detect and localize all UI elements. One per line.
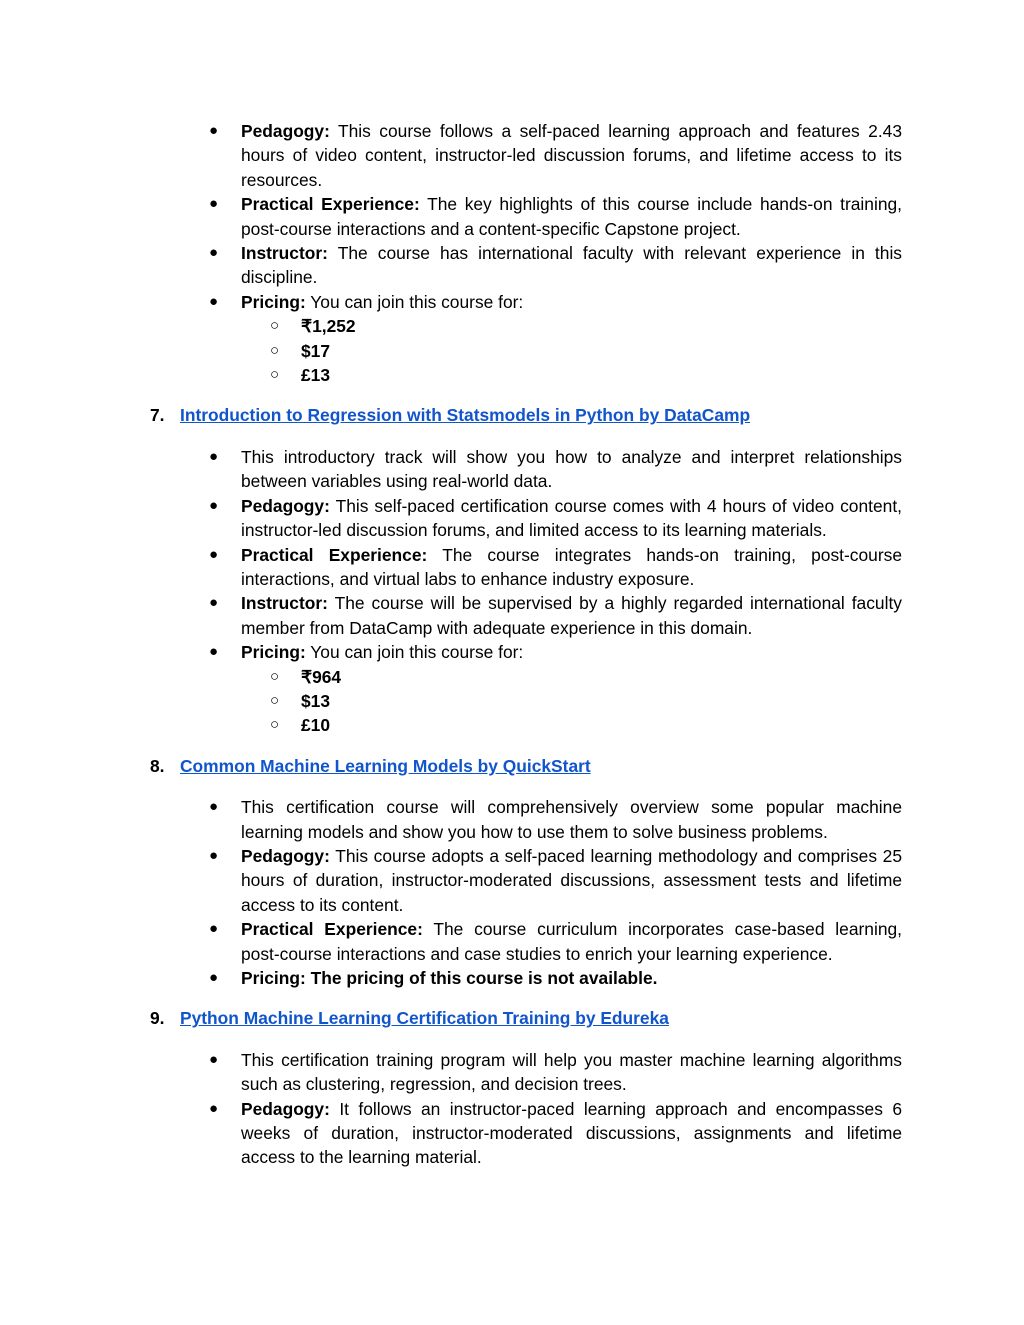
item-label: Instructor: — [241, 593, 328, 614]
bullet-icon: ● — [209, 920, 219, 938]
course-9-heading — [150, 1006, 902, 1030]
price-item — [150, 689, 902, 713]
item-label: Pedagogy: — [241, 845, 330, 866]
price-item — [150, 665, 902, 689]
circle-bullet-icon: ○ — [270, 716, 280, 734]
list-item — [150, 494, 902, 543]
list-item — [150, 795, 902, 844]
price-value: ₹964 — [301, 666, 342, 687]
list-item — [150, 290, 902, 314]
item-text: This certification course will comprehensively overview some popular machine learning models and show you how to use them to solve business problems. — [241, 797, 902, 842]
bullet-icon: ● — [209, 195, 219, 213]
list-item — [150, 445, 902, 494]
item-text: The key highlights of this course include hands-on training, post-course interactions and a content-specific Capstone project. — [241, 194, 902, 239]
circle-bullet-icon: ○ — [270, 691, 280, 709]
item-label: Practical Experience: — [241, 919, 423, 940]
bullet-icon: ● — [209, 969, 219, 986]
list-item — [150, 192, 902, 241]
bullet-icon: ● — [209, 447, 219, 465]
bullet-icon: ● — [209, 244, 219, 262]
item-text: The course will be supervised by a highly regarded international faculty member from DataCamp with adequate experience in this domain. — [241, 593, 902, 638]
bullet-icon: ● — [209, 846, 219, 864]
document-body — [150, 119, 902, 1170]
bullet-icon: ● — [209, 1099, 219, 1117]
heading-number: 7. — [150, 405, 165, 426]
circle-bullet-icon: ○ — [270, 341, 280, 359]
item-text: This course follows a self-paced learning approach and features 2.43 hours of video content, instructor-led discussion forums, and lifetime access to its resources. — [241, 121, 902, 190]
bullet-icon: ● — [209, 798, 219, 816]
list-item — [150, 917, 902, 966]
item-text: The course integrates hands-on training, post-course interactions, and virtual labs to enhance industry exposure. — [241, 544, 902, 589]
item-text: This self-paced certification course comes with 4 hours of video content, instructor-led discussion forums, and limited access to its learning materials. — [241, 495, 902, 541]
list-item — [150, 241, 902, 290]
item-text: This certification training program will help you master machine learning algorithms such as clustering, regression, and decision trees. — [241, 1049, 902, 1095]
item-label: Pedagogy: — [241, 121, 330, 141]
course-8-heading — [150, 754, 902, 778]
course-9-details — [150, 1048, 902, 1170]
price-value: £10 — [301, 715, 331, 736]
pricing-note: Pricing: The pricing of this course is not available. — [241, 968, 658, 988]
item-text: This introductory track will show you how to analyze and interpret relationships between variables using real-world data. — [241, 446, 902, 492]
price-value: £13 — [301, 365, 331, 386]
course-8-link[interactable]: Common Machine Learning Models by QuickStart — [180, 755, 591, 776]
course-7-heading — [150, 403, 902, 427]
circle-bullet-icon: ○ — [270, 317, 280, 335]
list-item — [150, 966, 902, 990]
circle-bullet-icon: ○ — [270, 366, 280, 384]
bullet-icon: ● — [209, 1050, 219, 1068]
bullet-icon: ● — [209, 122, 219, 139]
price-item — [150, 363, 902, 387]
heading-number: 9. — [150, 1008, 165, 1029]
list-item — [150, 640, 902, 664]
item-text: You can join this course for: — [305, 642, 524, 663]
item-text: You can join this course for: — [305, 291, 524, 312]
list-item — [150, 591, 902, 640]
course-7-prices — [150, 665, 902, 738]
price-value: ₹1,252 — [301, 316, 356, 337]
bullet-icon: ● — [209, 643, 219, 661]
item-text: This course adopts a self-paced learning methodology and comprises 25 hours of duration, instructor-moderated discussions, assessment tests and lifetime access to its content. — [241, 845, 902, 915]
item-label: Pedagogy: — [241, 1098, 330, 1119]
heading-number: 8. — [150, 755, 165, 776]
item-text: It follows an instructor-paced learning approach and encompasses 6 weeks of duration, instructor-moderated discussions, assignments and lifetime access to the learning material. — [241, 1098, 902, 1168]
bullet-icon: ● — [209, 496, 219, 514]
list-item — [150, 844, 902, 917]
price-item — [150, 713, 902, 737]
list-item — [150, 1048, 902, 1097]
bullet-icon: ● — [209, 292, 219, 310]
price-item — [150, 314, 902, 338]
course-7-details — [150, 445, 902, 665]
bullet-icon: ● — [209, 545, 219, 563]
item-label: Pricing: — [241, 642, 306, 663]
course-7-link[interactable]: Introduction to Regression with Statsmodels in Python by DataCamp — [180, 405, 751, 426]
item-label: Instructor: — [241, 243, 328, 264]
item-label: Pricing: — [241, 291, 306, 312]
item-label: Practical Experience: — [241, 194, 420, 215]
list-item — [150, 119, 902, 192]
course-6-prices — [150, 314, 902, 387]
price-item — [150, 339, 902, 363]
bullet-icon: ● — [209, 594, 219, 612]
course-6-details — [150, 119, 902, 314]
course-8-details — [150, 795, 902, 990]
item-text: The course curriculum incorporates case-based learning, post-course interactions and case studies to enrich your learning experience. — [241, 919, 903, 964]
course-9-link[interactable]: Python Machine Learning Certification Training by Edureka — [180, 1008, 669, 1029]
circle-bullet-icon: ○ — [270, 667, 280, 685]
list-item — [150, 543, 902, 592]
list-item — [150, 1097, 902, 1170]
price-value: $13 — [301, 690, 331, 711]
item-text: The course has international faculty with relevant experience in this discipline. — [241, 243, 902, 288]
item-label: Pedagogy: — [241, 495, 330, 516]
item-label: Practical Experience: — [241, 544, 428, 565]
price-value: $17 — [301, 340, 331, 361]
